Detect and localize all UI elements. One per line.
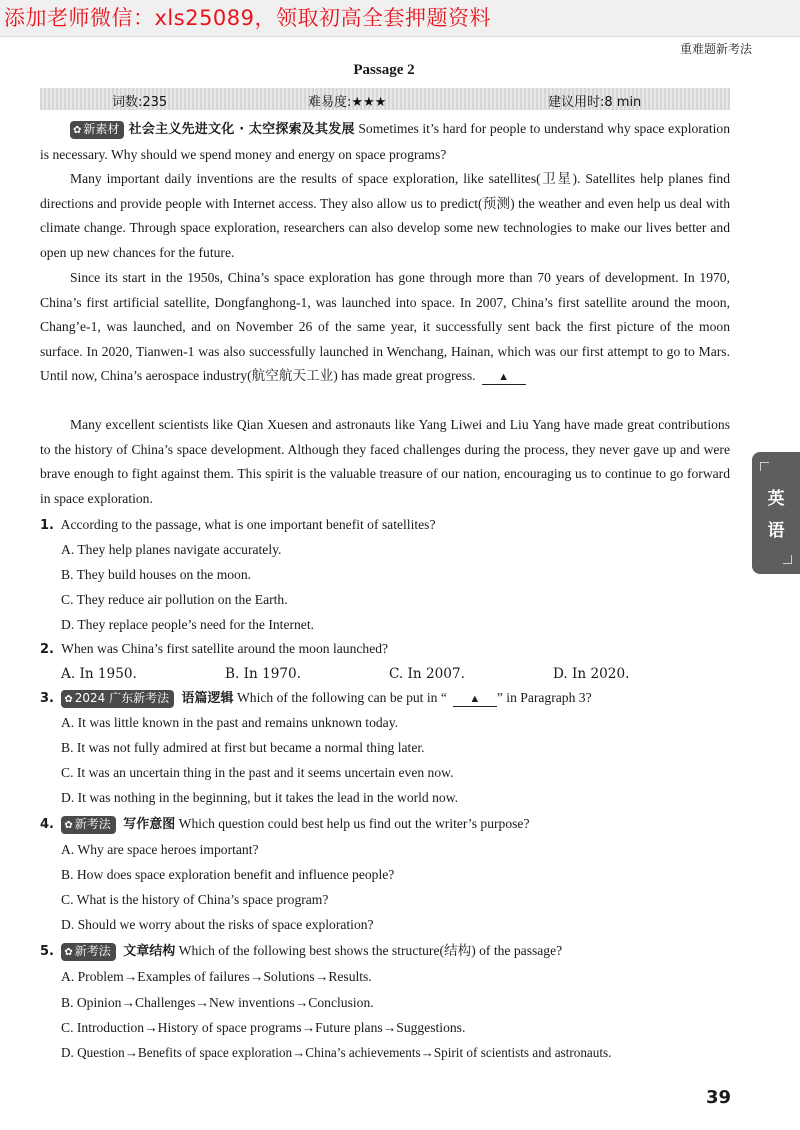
paragraph-1-text: Sometimes it’s hard for people to understand why space exploration is necessary. Why should we spend money and energy on space programs?	[40, 121, 730, 162]
option-3d: D. It was nothing in the beginning, but it takes the lead in the world now.	[61, 790, 459, 805]
question-number: 5.	[40, 944, 54, 959]
info-bar	[40, 88, 730, 110]
question-number: 1.	[40, 518, 54, 533]
subject-char-2: 语	[767, 521, 785, 541]
question-4	[40, 814, 740, 835]
suggested-time: 建议用时:8 min	[548, 95, 642, 110]
answer-blank: ▲	[482, 370, 526, 385]
question-text-after: ” in Paragraph 3?	[496, 690, 592, 705]
word-count: 词数:235	[112, 95, 168, 110]
paragraph-1	[40, 117, 730, 167]
passage-title: Passage 2	[353, 62, 415, 78]
new-method-tag: ✿ 新考法	[61, 943, 115, 961]
option-3a: A. It was little known in the past and remains unknown today.	[61, 715, 399, 730]
question-blank: ▲	[453, 692, 497, 707]
option-5b: B. Opinion→Challenges→New inventions→Conclusion.	[61, 995, 374, 1010]
subject-side-tab	[752, 452, 800, 574]
badge-icon: ✿	[64, 947, 73, 958]
difficulty: 难易度:★★★	[308, 95, 387, 110]
question-label: 文章结构	[123, 944, 176, 959]
guangdong-tag: ✿ 2024 广东新考法	[61, 690, 174, 708]
option-1b: B. They build houses on the moon.	[61, 567, 252, 582]
question-number: 4.	[40, 817, 54, 832]
question-number: 2.	[40, 642, 54, 657]
option-5a: A. Problem→Examples of failures→Solutions→Results.	[61, 969, 372, 984]
option-2b: B. In 1970.	[225, 666, 301, 682]
option-1a: A. They help planes navigate accurately.	[61, 542, 282, 557]
option-5d: D. Question→Benefits of space exploration→China’s achievements→Spirit of scientists and astronauts.	[61, 1045, 612, 1060]
topic-label: 社会主义先进文化 · 太空探索及其发展	[128, 122, 355, 137]
option-1d: D. They replace people’s need for the Internet.	[61, 617, 315, 632]
question-text: When was China’s first satellite around the moon launched?	[61, 641, 389, 656]
option-4a: A. Why are space heroes important?	[61, 842, 259, 857]
badge-icon: ✿	[64, 820, 73, 831]
subject-char-1: 英	[767, 489, 785, 509]
section-header: 重难题新考法	[679, 42, 752, 56]
paragraph-2: Many important daily inventions are the results of space exploration, like satellites(卫星). Satellites help planes find directions and provide people with Internet access. They also allow us to predict(预测) the weather and even help us deal with climate change. Through space exploration, researchers can also develop some new technologies to make our lives better and open up new chances for the future.	[40, 171, 730, 260]
option-4b: B. How does space exploration benefit and influence people?	[61, 867, 395, 882]
paragraph-4: Many excellent scientists like Qian Xuesen and astronauts like Yang Liwei and Liu Yang have made great contributions to the history of China’s space development. Although they faced challenges during the process, they never gave up and were brave enough to fight against them. This spirit is the valuable treasure of our nation, encouraging us to continue to go forward in space exploration.	[40, 417, 730, 506]
question-2	[40, 639, 740, 660]
option-2d: D. In 2020.	[553, 666, 630, 682]
option-2c: C. In 2007.	[389, 666, 465, 682]
question-label: 语篇逻辑	[181, 691, 234, 706]
badge-icon: ✿	[73, 125, 82, 136]
option-3c: C. It was an uncertain thing in the past and it seems uncertain even now.	[61, 765, 454, 780]
option-3b: B. It was not fully admired at first but became a normal thing later.	[61, 740, 425, 755]
top-banner	[0, 0, 800, 37]
question-5	[40, 941, 740, 962]
page-number: 39	[706, 1087, 732, 1108]
question-1	[40, 515, 740, 536]
option-4d: D. Should we worry about the risks of space exploration?	[61, 917, 374, 932]
paragraph-3	[40, 266, 730, 389]
banner-text: 添加老师微信：xls25089，领取初高全套押题资料	[4, 6, 492, 30]
option-1c: C. They reduce air pollution on the Earth.	[61, 592, 288, 607]
new-material-tag: ✿ 新素材	[70, 121, 124, 139]
paragraph-3-text: Since its start in the 1950s, China’s space exploration has gone through more than 70 years of development. In 1970, China’s first artificial satellite, Dongfanghong-1, was launched into space. In 2007, China’s first satellite around the moon, Chang’e-1, was launched, and on November 26 of the same year, it successfully sent back the first picture of the moon surface. In 2020, Tianwen-1 was also successfully launched in Wenchang, Hainan, which was our first attempt to go to Mars. Until now, China’s aerospace industry(航空航天工业) has made great progress.	[40, 270, 730, 384]
question-3	[40, 688, 740, 709]
question-text: Which question could best help us find out the writer’s purpose?	[178, 816, 530, 831]
question-number: 3.	[40, 691, 54, 706]
question-label: 写作意图	[123, 817, 176, 832]
option-2a: A. In 1950.	[61, 666, 137, 682]
badge-icon: ✿	[64, 694, 73, 705]
question-text: Which of the following best shows the structure(结构) of the passage?	[178, 943, 563, 958]
question-text: According to the passage, what is one important benefit of satellites?	[60, 517, 436, 532]
question-text-before: Which of the following can be put in “	[236, 690, 447, 705]
new-method-tag: ✿ 新考法	[61, 816, 115, 834]
option-5c: C. Introduction→History of space programs→Future plans→Suggestions.	[61, 1020, 466, 1035]
option-4c: C. What is the history of China’s space program?	[61, 892, 329, 907]
